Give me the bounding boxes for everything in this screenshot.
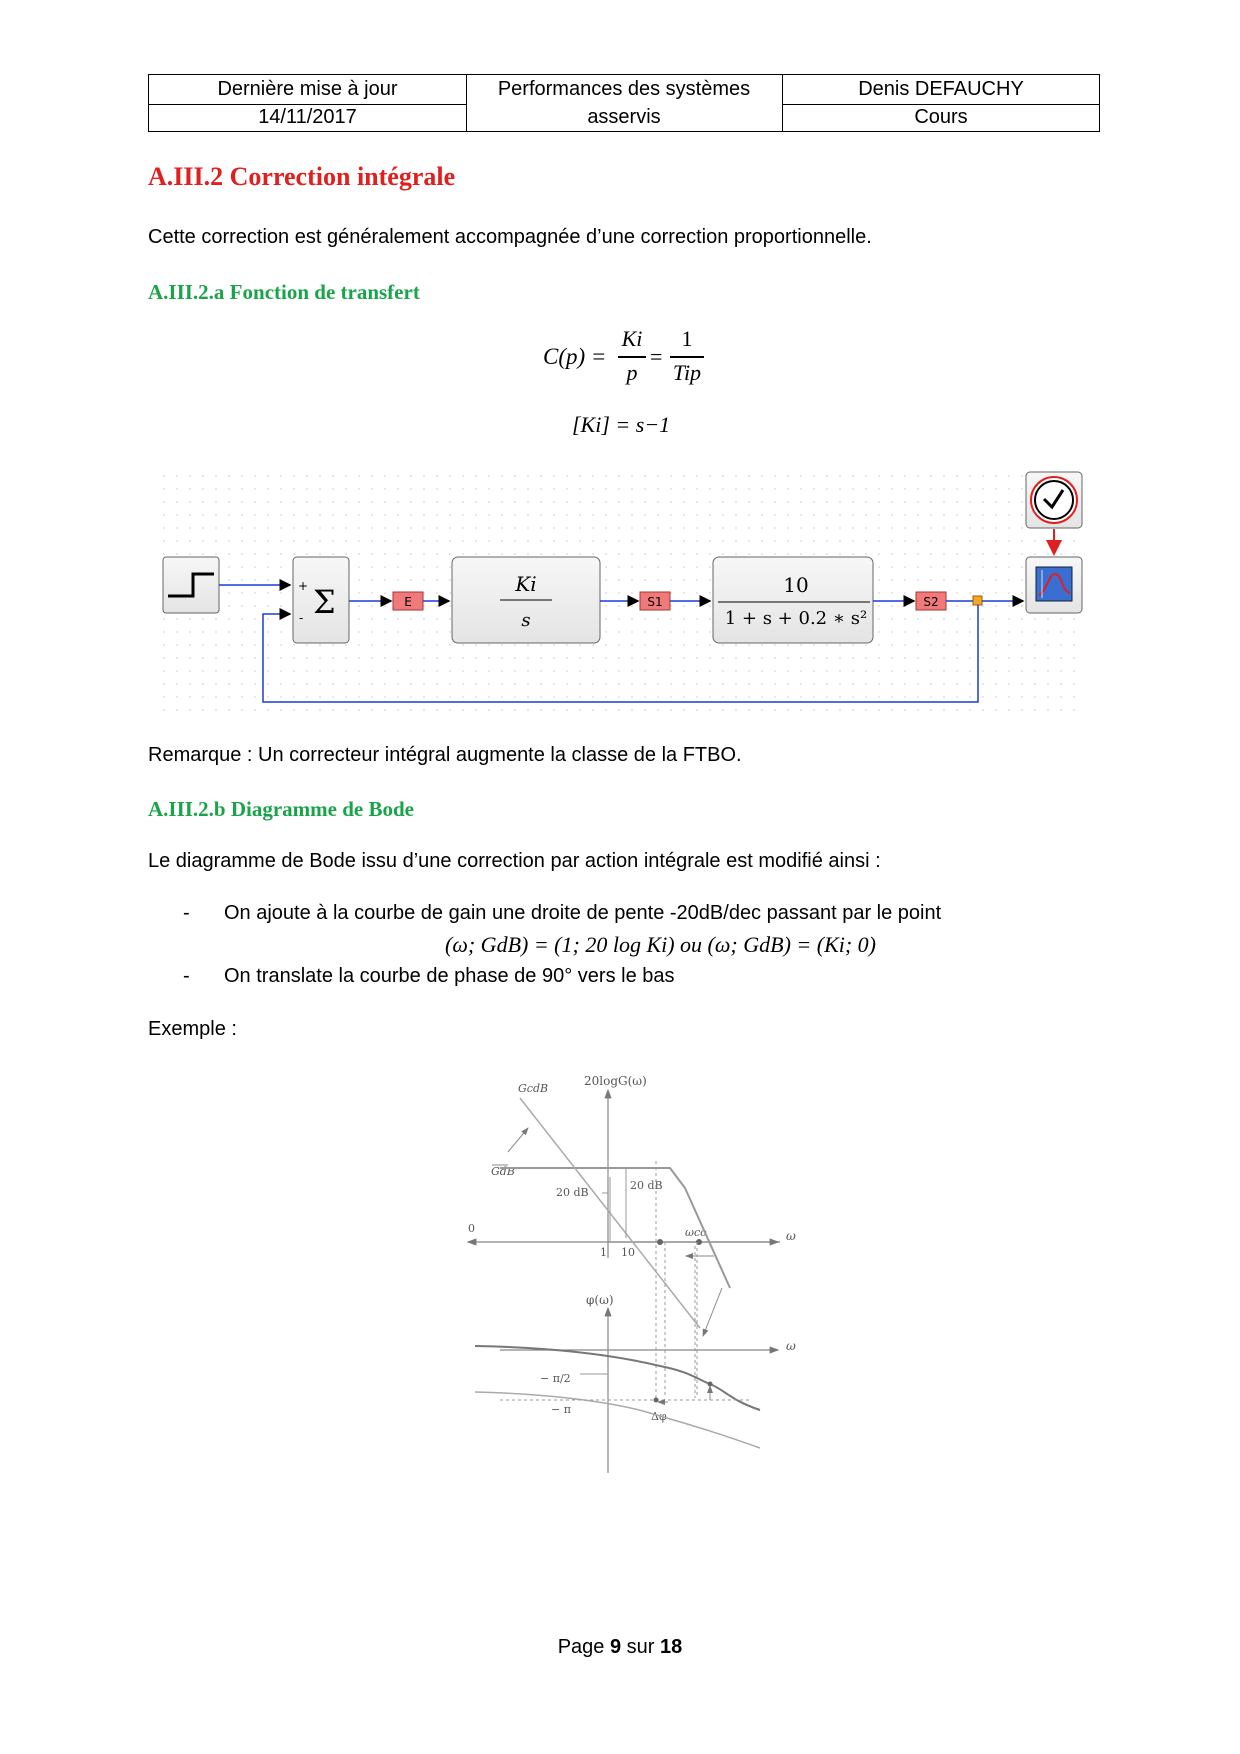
- bullet-dash: -: [183, 965, 190, 987]
- sum-symbol: Σ: [313, 583, 336, 621]
- frac1-numerator: Ki: [621, 326, 643, 351]
- block-diagram: [150, 462, 1090, 722]
- header-divider: [149, 104, 466, 105]
- phase-axis-label: φ(ω): [586, 1293, 614, 1307]
- gain-axis-label: 20logG(ω): [584, 1074, 647, 1088]
- course-title-line2: asservis: [587, 106, 661, 128]
- page-prefix: Page: [557, 1636, 605, 1658]
- bullet-1-formula: (ω; GdB) = (1; 20 log Ki) ou (ω; GdB) = (Ki; 0): [445, 932, 877, 957]
- frac2-denominator: Tip: [672, 360, 702, 385]
- integrator-denominator: s: [521, 610, 531, 631]
- db20-right-label: 20 dB: [630, 1179, 663, 1192]
- unit-formula: [Ki] = s−1: [572, 412, 671, 437]
- bode-diagram: [460, 1068, 820, 1488]
- omega-co-label: ωco: [685, 1226, 707, 1239]
- gain-drop-arrow: [703, 1288, 722, 1336]
- bullet-1: On ajoute à la courbe de gain une droite de pente -20dB/dec passant par le point: [224, 902, 942, 924]
- page-total: 18: [660, 1636, 683, 1658]
- section-title: A.III.2 Correction intégrale: [148, 162, 456, 191]
- gcdb-label: GcdB: [518, 1082, 549, 1095]
- zero-label: 0: [468, 1222, 475, 1235]
- plant-numerator: 10: [783, 573, 809, 597]
- formula-equals: =: [650, 344, 663, 369]
- plant-block: [713, 557, 873, 643]
- page-number: 9: [609, 1636, 622, 1658]
- minus-pi-2-label: − π/2: [540, 1372, 571, 1385]
- author-name: Denis DEFAUCHY: [858, 78, 1024, 100]
- frac2-numerator: 1: [681, 326, 693, 351]
- probe-s1-label: S1: [647, 595, 663, 609]
- plus-sign: +: [298, 579, 309, 593]
- scope-screen-icon: [1036, 567, 1072, 601]
- bullet-2: On translate la courbe de phase de 90° vers le bas: [224, 965, 675, 987]
- split-point: [973, 596, 982, 605]
- gdb-label: GdB: [491, 1165, 515, 1178]
- page-footer: [0, 1636, 1240, 1659]
- crossover-point-corrected: [657, 1239, 663, 1245]
- phase-margin-point: [654, 1398, 659, 1403]
- delta-phi-label: Δφ: [651, 1410, 667, 1423]
- probe-e-label: E: [404, 595, 412, 609]
- subsection-a-title: A.III.2.a Fonction de transfert: [148, 280, 420, 304]
- course-title-line1: Performances des systèmes: [497, 78, 751, 100]
- page-sep: sur: [626, 1636, 655, 1658]
- ten-label: 10: [621, 1246, 635, 1259]
- update-date: 14/11/2017: [258, 106, 357, 128]
- minus-pi-label: − π: [551, 1403, 571, 1416]
- integrator-numerator: Ki: [515, 572, 537, 596]
- omega-label: ω: [786, 1229, 796, 1243]
- minus-sign: -: [299, 611, 304, 625]
- section-intro: Cette correction est généralement accompagnée d’une correction proportionnelle.: [148, 226, 872, 248]
- frac1-denominator: p: [626, 360, 638, 385]
- gain-shift-arrow: [508, 1128, 528, 1152]
- one-label: 1: [600, 1246, 607, 1259]
- step-block: [163, 557, 219, 613]
- probe-s2-label: S2: [923, 595, 939, 609]
- doc-type: Cours: [914, 106, 968, 128]
- plant-denominator: 1 + s + 0.2 ∗ s²: [724, 608, 868, 629]
- formula-lhs: C(p) =: [543, 344, 607, 369]
- last-update-label: Dernière mise à jour: [217, 78, 398, 100]
- db20-left-label: 20 dB: [556, 1186, 589, 1199]
- fraction-bar: [618, 356, 646, 358]
- fraction-bar: [670, 356, 704, 358]
- bode-intro: Le diagramme de Bode issu d’une correction par action intégrale est modifié ainsi :: [148, 850, 881, 872]
- subsection-b-title: A.III.2.b Diagramme de Bode: [148, 797, 414, 821]
- bullet-dash: -: [183, 902, 190, 924]
- header-table: [148, 74, 1100, 132]
- remark: Remarque : Un correcteur intégral augmente la classe de la FTBO.: [148, 744, 742, 766]
- phase-omega-label: ω: [786, 1339, 796, 1353]
- phase-margin-point-original: [708, 1382, 713, 1387]
- example-label: Exemple :: [148, 1018, 237, 1040]
- header-divider: [782, 104, 1100, 105]
